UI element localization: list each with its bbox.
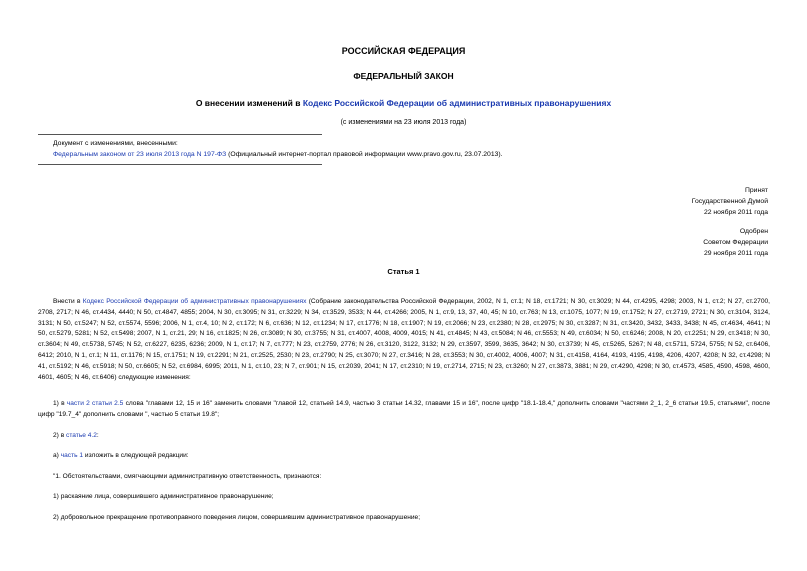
divider-bottom (38, 164, 322, 165)
item-1 (38, 399, 770, 421)
amending-law-link[interactable]: Федеральным законом от 23 июля 2013 года N 197-ФЗ (53, 151, 227, 158)
quote-item-2: 2) добровольное прекращение противоправного поведения лицом, совершившим административное правонарушение; (53, 514, 421, 521)
intro-text: (Собрание законодательства Российской Федерации, 2002, N 1, ст.1; N 18, ст.1721; N 30, ст.3029; N 44, ст.4295, 4298; 2003, N 1, ст.2; N 27, ст.2700, 2708, 2717; N 46, ст.4434, 4440; N 50, ст.4847, 4855; 2004, N 30, ст.3095; N 31, ст.3229; N 34, ст.3529, 3533; N 44, ст.4266; 2005, N 1, ст.9, 13, 37, 40, 45; N 10, ст.763; N 13, ст.1075, 1077; N 19, ст.1752; N 27, ст.2719, 2721; N 30, ст.3104, 3124, 3131; N 50, ст.5247; N 52, ст.5574, 5596; 2006, N 1, ст.4, 10; N 2, ст.172; N 6, ст.636; N 12, ст.1234; N 17, ст.1776; N 18, ст.1907; N 19, ст.2066; N 23, ст.2380; N 28, ст.2975; N 30, ст.3287; N 31, ст.3420, 3432, 3433, 3438; N 45, ст.4634, 4641; N 50, ст.5279, 5281; N 52, ст.5498; 2007, N 1, ст.21, 29; N 16, ст.1825; N 26, ст.3089; N 30, ст.3755; N 31, ст.4007, 4008, 4009, 4015; N 41, ст.4845; N 43, ст.5084; N 46, ст.5553; N 49, ст.6034; N 50, ст.6246; 2008, N 20, ст.2251; N 29, ст.3418; N 30, ст.3604; N 49, ст.5738, 5745; N 52, ст.6227, 6235, 6236; 2009, N 1, ст.17; N 7, ст.777; N 23, ст.2759, 2776; N 26, ст.3120, 3122, 3132; N 29, ст.3597, 3599, 3635, 3642; N 30, ст.3739; N 45, ст.5265, 5267; N 48, ст.5711, 5724, 5755; N 52, ст.6406, 6412; 2010, N 1, ст.1; N 11, ст.1176; N 15, ст.1751; N 19, ст.2291; N 21, ст.2525, 2530; N 23, ст.2790; N 25, ст.3070; N 27, ст.3416; N 28, ст.3553; N 30, ст.4002, 4006, 4007; N 31, ст.4158, 4164, 4193, 4195, 4198, 4206, 4207, 4208; N 32, ст.4298; N 41, ст.5192; N 46, ст.5918; N 50, ст.6605; N 52, ст.6984, 6995; 2011, N 1, ст.10, 23; N 7, ст.901; N 15, ст.2039, 2041; N 17, ст.2310; N 19, ст.2714, 2715; N 23, ст.3260; N 27, ст.3873, 3881; N 29, ст.4290, 4298; N 30, ст.4573, 4585, 4590, 4598, 4600, 4601, 4605; N 46, ст.6406) следующие изменения: (38, 298, 771, 381)
approved-label: Одобрен (739, 228, 768, 235)
edition-note: (с изменениями на 23 июля 2013 года) (340, 119, 467, 126)
intro-prefix: Внести в (53, 298, 83, 305)
approved-body: Советом Федерации (703, 239, 768, 246)
subitem-a-link[interactable]: часть 1 (60, 452, 84, 459)
adopted-date: 22 ноября 2011 года (703, 209, 768, 216)
amendments-intro: Документ с изменениями, внесенными: (53, 140, 178, 147)
item-2 (53, 431, 99, 442)
article-title: Статья 1 (387, 267, 420, 276)
approved-block (703, 226, 768, 259)
amendments-line (53, 149, 503, 160)
adopted-body: Государственной Думой (691, 198, 768, 205)
quote-intro: "1. Обстоятельствами, смягчающими административную ответственность, признаются: (53, 473, 322, 480)
approved-date: 29 ноября 2011 года (703, 250, 768, 257)
item-1-prefix: 1) в (53, 400, 67, 407)
intro-code-link[interactable]: Кодекс Российской Федерации об административных правонарушениях (82, 298, 307, 305)
subitem-a (53, 451, 189, 462)
quote-item-1: 1) раскаяние лица, совершившего административное правонарушение; (53, 493, 274, 500)
subitem-a-prefix: а) (53, 452, 61, 459)
item-2-link[interactable]: статье 4.2 (66, 432, 97, 439)
adopted-block (692, 185, 768, 218)
law-type-heading: ФЕДЕРАЛЬНЫЙ ЗАКОН (353, 71, 454, 81)
article-intro (38, 297, 770, 383)
divider-top (38, 134, 322, 135)
item-1-link[interactable]: части 2 статьи 2.5 (66, 400, 124, 407)
country-heading: РОССИЙСКАЯ ФЕДЕРАЦИЯ (341, 46, 466, 56)
code-link[interactable]: Кодекс Российской Федерации об административных правонарушениях (302, 98, 612, 108)
item-1-text: слова "главами 12, 15 и 16" заменить словами "главой 12, статьей 14.9, частью 3 статьи 14.32, главами 15 и 16", после цифр "18.1-18.4," дополнить словами "частями 2_1, 2_6 статьи 19.5, статьями", после цифр "19.7_4" дополнить словами ", частью 5 статьи 19.8"; (38, 400, 770, 418)
law-title-prefix: О внесении изменений в (195, 98, 303, 108)
law-title (0, 98, 807, 108)
subitem-a-text: изложить в следующей редакции: (83, 452, 189, 459)
item-2-prefix: 2) в (53, 432, 67, 439)
amendments-source: (Официальный интернет-портал правовой информации www.pravo.gov.ru, 23.07.2013). (226, 151, 503, 158)
item-2-suffix: : (96, 432, 99, 439)
adopted-label: Принят (744, 187, 768, 194)
